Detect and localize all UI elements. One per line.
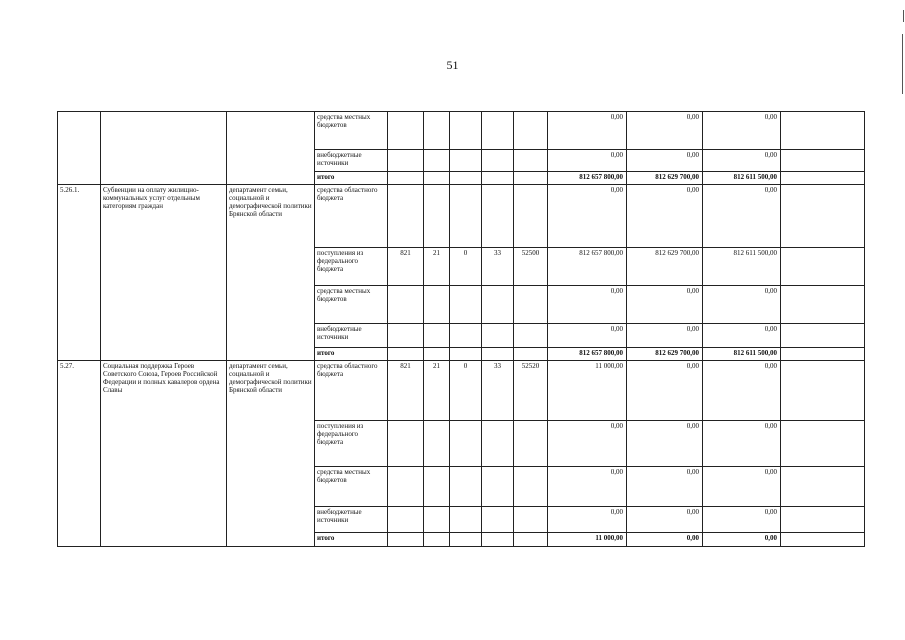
funding-source-cell: поступления из федерального бюджета — [315, 248, 388, 286]
page-edge-mark — [903, 10, 904, 22]
code-subprogram-cell — [450, 150, 482, 172]
funding-source-cell: итого — [315, 172, 388, 185]
amount-year3-cell: 812 611 500,00 — [703, 348, 781, 361]
amount-year3-cell: 0,00 — [703, 507, 781, 533]
funding-source-cell: средства местных бюджетов — [315, 467, 388, 507]
code-admin-cell — [388, 112, 424, 150]
funding-source-cell: средства областного бюджета — [315, 361, 388, 421]
budget-table — [57, 111, 865, 547]
amount-year1-cell: 812 657 800,00 — [548, 348, 627, 361]
code-subprogram-cell — [450, 507, 482, 533]
code-admin-cell: 821 — [388, 361, 424, 421]
funding-source-cell: внебюджетные источники — [315, 150, 388, 172]
amount-year1-cell: 11 000,00 — [548, 361, 627, 421]
code-subprogram-cell — [450, 112, 482, 150]
amount-year1-cell: 812 657 800,00 — [548, 172, 627, 185]
amount-year3-cell: 0,00 — [703, 533, 781, 547]
executor-cell: департамент семьи, социальной и демографической политики Брянской области — [227, 361, 315, 547]
code-admin-cell — [388, 172, 424, 185]
amount-year1-cell: 0,00 — [548, 286, 627, 324]
amount-year2-cell: 0,00 — [627, 361, 703, 421]
code-program-cell — [424, 112, 450, 150]
code-direction-cell — [514, 286, 548, 324]
table-row — [58, 185, 865, 248]
code-direction-cell — [514, 421, 548, 467]
code-program-cell — [424, 286, 450, 324]
code-event-cell — [482, 467, 514, 507]
code-program-cell: 21 — [424, 361, 450, 421]
notes-cell — [781, 421, 865, 467]
code-direction-cell — [514, 112, 548, 150]
amount-year1-cell: 0,00 — [548, 185, 627, 248]
code-direction-cell — [514, 533, 548, 547]
code-program-cell — [424, 507, 450, 533]
code-event-cell — [482, 150, 514, 172]
code-program-cell — [424, 533, 450, 547]
amount-year3-cell: 0,00 — [703, 421, 781, 467]
code-event-cell — [482, 533, 514, 547]
amount-year1-cell: 0,00 — [548, 324, 627, 348]
code-direction-cell — [514, 348, 548, 361]
amount-year3-cell: 0,00 — [703, 185, 781, 248]
executor-cell — [227, 112, 315, 185]
funding-source-cell: итого — [315, 348, 388, 361]
item-number-cell: 5.27. — [58, 361, 101, 547]
page-edge-mark — [902, 34, 903, 94]
item-name-cell: Социальная поддержка Героев Советского Союза, Героев Российской Федерации и полных кавалеров ордена Славы — [101, 361, 227, 547]
code-program-cell — [424, 348, 450, 361]
notes-cell — [781, 248, 865, 286]
code-direction-cell — [514, 172, 548, 185]
amount-year3-cell: 0,00 — [703, 112, 781, 150]
amount-year3-cell: 812 611 500,00 — [703, 248, 781, 286]
code-subprogram-cell — [450, 533, 482, 547]
amount-year2-cell: 0,00 — [627, 507, 703, 533]
code-direction-cell — [514, 507, 548, 533]
amount-year3-cell: 0,00 — [703, 150, 781, 172]
code-admin-cell — [388, 533, 424, 547]
code-program-cell — [424, 172, 450, 185]
notes-cell — [781, 533, 865, 547]
notes-cell — [781, 507, 865, 533]
amount-year2-cell: 0,00 — [627, 112, 703, 150]
code-event-cell — [482, 507, 514, 533]
code-event-cell: 33 — [482, 361, 514, 421]
code-direction-cell: 52520 — [514, 361, 548, 421]
code-event-cell — [482, 286, 514, 324]
notes-cell — [781, 348, 865, 361]
code-program-cell — [424, 421, 450, 467]
code-event-cell — [482, 421, 514, 467]
code-direction-cell — [514, 150, 548, 172]
executor-cell: департамент семьи, социальной и демографической политики Брянской области — [227, 185, 315, 361]
amount-year1-cell: 0,00 — [548, 112, 627, 150]
code-program-cell — [424, 150, 450, 172]
amount-year1-cell: 0,00 — [548, 507, 627, 533]
notes-cell — [781, 324, 865, 348]
code-direction-cell — [514, 324, 548, 348]
code-admin-cell — [388, 421, 424, 467]
amount-year2-cell: 812 629 700,00 — [627, 248, 703, 286]
amount-year1-cell: 0,00 — [548, 421, 627, 467]
notes-cell — [781, 286, 865, 324]
code-event-cell — [482, 348, 514, 361]
code-subprogram-cell — [450, 185, 482, 248]
code-subprogram-cell — [450, 421, 482, 467]
amount-year2-cell: 0,00 — [627, 150, 703, 172]
notes-cell — [781, 172, 865, 185]
code-subprogram-cell — [450, 172, 482, 185]
notes-cell — [781, 185, 865, 248]
amount-year2-cell: 812 629 700,00 — [627, 348, 703, 361]
amount-year2-cell: 0,00 — [627, 185, 703, 248]
code-event-cell — [482, 185, 514, 248]
amount-year3-cell: 812 611 500,00 — [703, 172, 781, 185]
code-admin-cell — [388, 348, 424, 361]
notes-cell — [781, 112, 865, 150]
code-program-cell — [424, 185, 450, 248]
funding-source-cell: средства местных бюджетов — [315, 112, 388, 150]
funding-source-cell: средства областного бюджета — [315, 185, 388, 248]
table-row — [58, 361, 865, 421]
table-row — [58, 112, 865, 150]
item-name-cell: Субвенции на оплату жилищно-коммунальных услуг отдельным категориям граждан — [101, 185, 227, 361]
code-subprogram-cell: 0 — [450, 361, 482, 421]
page-number: 51 — [446, 58, 459, 72]
notes-cell — [781, 361, 865, 421]
amount-year3-cell: 0,00 — [703, 286, 781, 324]
code-event-cell: 33 — [482, 248, 514, 286]
code-admin-cell — [388, 185, 424, 248]
funding-source-cell: внебюджетные источники — [315, 324, 388, 348]
code-admin-cell — [388, 324, 424, 348]
code-event-cell — [482, 324, 514, 348]
code-event-cell — [482, 172, 514, 185]
code-direction-cell: 52500 — [514, 248, 548, 286]
code-direction-cell — [514, 467, 548, 507]
amount-year2-cell: 0,00 — [627, 467, 703, 507]
funding-source-cell: поступления из федерального бюджета — [315, 421, 388, 467]
amount-year2-cell: 812 629 700,00 — [627, 172, 703, 185]
code-event-cell — [482, 112, 514, 150]
code-admin-cell — [388, 150, 424, 172]
code-direction-cell — [514, 185, 548, 248]
funding-source-cell: внебюджетные источники — [315, 507, 388, 533]
funding-source-cell: средства местных бюджетов — [315, 286, 388, 324]
code-subprogram-cell — [450, 324, 482, 348]
code-admin-cell: 821 — [388, 248, 424, 286]
amount-year1-cell: 11 000,00 — [548, 533, 627, 547]
amount-year1-cell: 0,00 — [548, 467, 627, 507]
notes-cell — [781, 467, 865, 507]
code-subprogram-cell: 0 — [450, 248, 482, 286]
amount-year3-cell: 0,00 — [703, 467, 781, 507]
amount-year3-cell: 0,00 — [703, 361, 781, 421]
code-subprogram-cell — [450, 286, 482, 324]
amount-year2-cell: 0,00 — [627, 324, 703, 348]
code-program-cell — [424, 324, 450, 348]
amount-year1-cell: 812 657 800,00 — [548, 248, 627, 286]
notes-cell — [781, 150, 865, 172]
amount-year2-cell: 0,00 — [627, 286, 703, 324]
amount-year1-cell: 0,00 — [548, 150, 627, 172]
code-program-cell — [424, 467, 450, 507]
amount-year2-cell: 0,00 — [627, 533, 703, 547]
funding-source-cell: итого — [315, 533, 388, 547]
code-admin-cell — [388, 286, 424, 324]
code-subprogram-cell — [450, 467, 482, 507]
item-number-cell: 5.26.1. — [58, 185, 101, 361]
amount-year2-cell: 0,00 — [627, 421, 703, 467]
item-name-cell — [101, 112, 227, 185]
code-admin-cell — [388, 507, 424, 533]
code-program-cell: 21 — [424, 248, 450, 286]
amount-year3-cell: 0,00 — [703, 324, 781, 348]
item-number-cell — [58, 112, 101, 185]
code-admin-cell — [388, 467, 424, 507]
code-subprogram-cell — [450, 348, 482, 361]
